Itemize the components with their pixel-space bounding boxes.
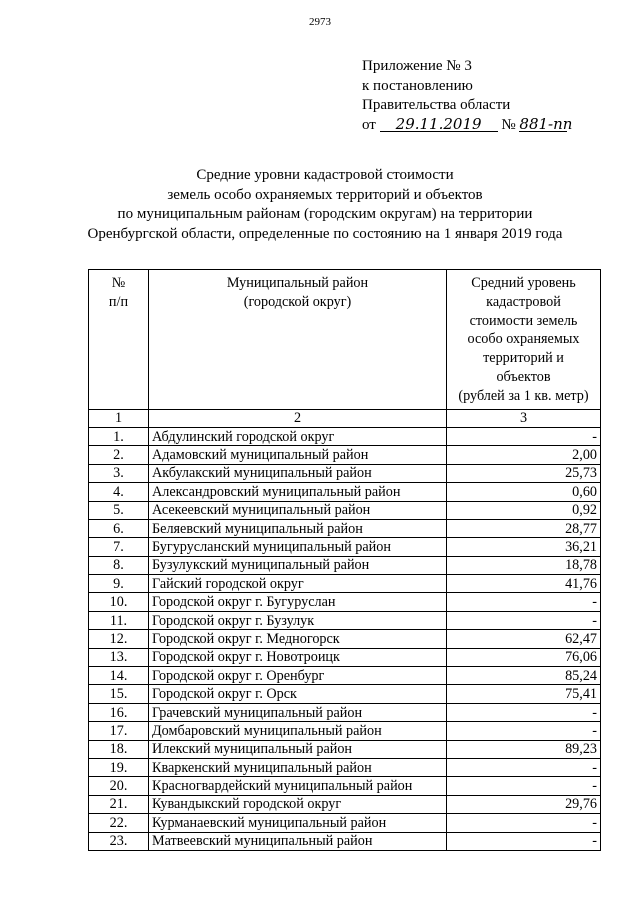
handwritten-date: 29.11.2019 — [380, 117, 498, 132]
table-row — [89, 648, 601, 666]
page-number: 2973 — [309, 16, 331, 28]
table-row — [89, 703, 601, 721]
row-number-cell: 9. — [89, 575, 149, 593]
table-row — [89, 611, 601, 629]
index-cell: 1 — [89, 409, 149, 427]
row-number-cell: 11. — [89, 611, 149, 629]
table-row — [89, 740, 601, 758]
table-row — [89, 575, 601, 593]
row-number-cell: 7. — [89, 538, 149, 556]
row-number-cell: 8. — [89, 556, 149, 574]
table-row — [89, 519, 601, 537]
table-row — [89, 759, 601, 777]
row-district-cell: Матвеевский муниципальный район — [149, 832, 447, 850]
row-number-cell: 3. — [89, 464, 149, 482]
row-number-cell: 16. — [89, 703, 149, 721]
table-row — [89, 556, 601, 574]
table-row — [89, 722, 601, 740]
row-number-cell: 2. — [89, 446, 149, 464]
table-row — [89, 630, 601, 648]
handwritten-number: 881-пп — [519, 114, 573, 133]
row-number-cell: 13. — [89, 648, 149, 666]
row-number-cell: 18. — [89, 740, 149, 758]
row-number-cell: 23. — [89, 832, 149, 850]
row-district-cell: Илекский муниципальный район — [149, 740, 447, 758]
row-value-cell: 85,24 — [447, 667, 601, 685]
row-district-cell: Городской округ г. Бугуруслан — [149, 593, 447, 611]
row-value-cell: 18,78 — [447, 556, 601, 574]
row-district-cell: Городской округ г. Оренбург — [149, 667, 447, 685]
row-number-cell: 17. — [89, 722, 149, 740]
title-line-1: Средние уровни кадастровой стоимости — [196, 167, 454, 183]
row-number-cell: 6. — [89, 519, 149, 537]
row-district-cell: Кувандыкский городской округ — [149, 795, 447, 813]
row-district-cell: Акбулакский муниципальный район — [149, 464, 447, 482]
row-number-cell: 21. — [89, 795, 149, 813]
row-value-cell: 76,06 — [447, 648, 601, 666]
row-value-cell: 0,92 — [447, 501, 601, 519]
row-district-cell: Бугурусланский муниципальный район — [149, 538, 447, 556]
table-row — [89, 814, 601, 832]
from-label: от — [362, 116, 376, 133]
table-row — [89, 667, 601, 685]
appendix-date-line — [362, 114, 573, 136]
appendix-block — [362, 57, 573, 135]
row-number-cell: 22. — [89, 814, 149, 832]
row-district-cell: Александровский муниципальный район — [149, 483, 447, 501]
row-value-cell: - — [447, 832, 601, 850]
row-value-cell: 29,76 — [447, 795, 601, 813]
row-value-cell: 25,73 — [447, 464, 601, 482]
title-line-4: Оренбургской области, определенные по состоянию на 1 января 2019 года — [87, 225, 563, 242]
table-header-row — [89, 270, 601, 410]
cadastral-value-table — [88, 269, 601, 851]
header-district: Муниципальный район (городской округ) — [149, 270, 447, 410]
row-number-cell: 14. — [89, 667, 149, 685]
row-district-cell: Асекеевский муниципальный район — [149, 501, 447, 519]
row-value-cell: - — [447, 759, 601, 777]
row-district-cell: Грачевский муниципальный район — [149, 703, 447, 721]
table-row — [89, 483, 601, 501]
document-title — [60, 166, 590, 244]
appendix-line-1: Приложение № 3 — [362, 58, 472, 74]
row-value-cell: 89,23 — [447, 740, 601, 758]
row-value-cell: - — [447, 593, 601, 611]
row-district-cell: Городской округ г. Новотроицк — [149, 648, 447, 666]
title-line-2: земель особо охраняемых территорий и объектов — [167, 186, 483, 203]
row-district-cell: Гайский городской округ — [149, 575, 447, 593]
table-row — [89, 795, 601, 813]
table-row — [89, 501, 601, 519]
row-number-cell: 12. — [89, 630, 149, 648]
row-value-cell: - — [447, 814, 601, 832]
row-district-cell: Домбаровский муниципальный район — [149, 722, 447, 740]
row-district-cell: Бузулукский муниципальный район — [149, 556, 447, 574]
row-district-cell: Городской округ г. Медногорск — [149, 630, 447, 648]
row-district-cell: Курманаевский муниципальный район — [149, 814, 447, 832]
row-number-cell: 5. — [89, 501, 149, 519]
row-value-cell: 2,00 — [447, 446, 601, 464]
appendix-line-2: к постановлению — [362, 77, 473, 94]
row-value-cell: - — [447, 703, 601, 721]
row-value-cell: 62,47 — [447, 630, 601, 648]
table-row — [89, 427, 601, 445]
row-value-cell: 0,60 — [447, 483, 601, 501]
row-district-cell: Городской округ г. Бузулук — [149, 611, 447, 629]
row-district-cell: Кваркенский муниципальный район — [149, 759, 447, 777]
row-district-cell: Красногвардейский муниципальный район — [149, 777, 447, 795]
row-number-cell: 19. — [89, 759, 149, 777]
row-district-cell: Беляевский муниципальный район — [149, 519, 447, 537]
row-value-cell: - — [447, 777, 601, 795]
row-value-cell: 41,76 — [447, 575, 601, 593]
row-value-cell: 28,77 — [447, 519, 601, 537]
row-district-cell: Городской округ г. Орск — [149, 685, 447, 703]
table-row — [89, 685, 601, 703]
index-cell: 2 — [149, 409, 447, 427]
table-row — [89, 832, 601, 850]
number-label: № — [501, 116, 516, 133]
table-row — [89, 464, 601, 482]
row-value-cell: - — [447, 427, 601, 445]
row-number-cell: 15. — [89, 685, 149, 703]
header-value: Средний уровень кадастровой стоимости земель особо охраняемых территорий и объектов (рублей за 1 кв. метр) — [447, 270, 601, 410]
row-number-cell: 10. — [89, 593, 149, 611]
header-number: № п/п — [89, 270, 149, 410]
table-row — [89, 593, 601, 611]
index-cell: 3 — [447, 409, 601, 427]
title-line-3: по муниципальным районам (городским округам) на территории — [117, 206, 533, 222]
row-district-cell: Адамовский муниципальный район — [149, 446, 447, 464]
row-value-cell: 75,41 — [447, 685, 601, 703]
appendix-line-3: Правительства области — [362, 97, 511, 113]
row-number-cell: 1. — [89, 427, 149, 445]
row-value-cell: - — [447, 722, 601, 740]
table-row — [89, 777, 601, 795]
column-index-row — [89, 409, 601, 427]
row-number-cell: 20. — [89, 777, 149, 795]
row-number-cell: 4. — [89, 483, 149, 501]
table-row — [89, 538, 601, 556]
table-row — [89, 446, 601, 464]
row-value-cell: - — [447, 611, 601, 629]
row-district-cell: Абдулинский городской округ — [149, 427, 447, 445]
row-value-cell: 36,21 — [447, 538, 601, 556]
